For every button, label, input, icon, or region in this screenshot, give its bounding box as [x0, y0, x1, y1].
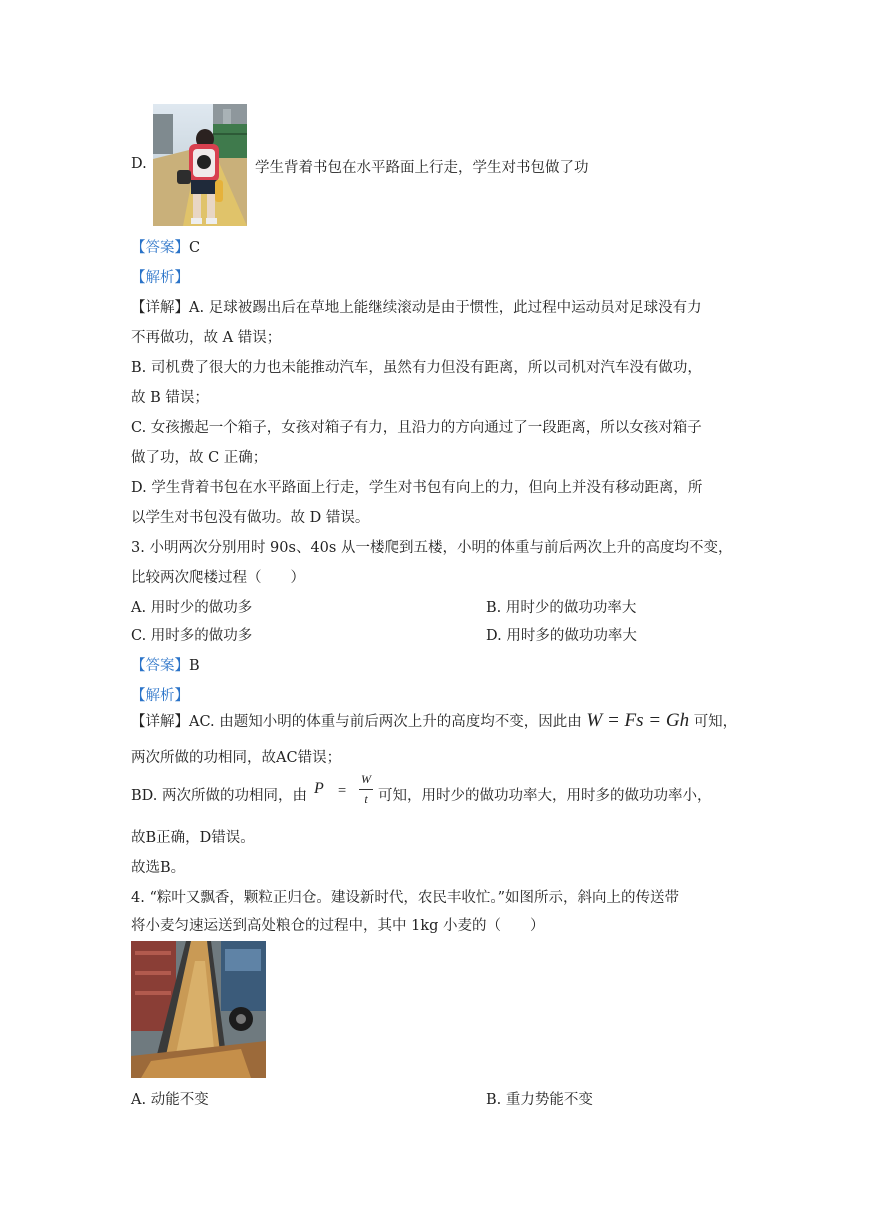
answer-value: C — [189, 240, 201, 256]
detail-line: C. 女孩搬起一个箱子，女孩对箱子有力，且沿力的方向通过了一段距离，所以女孩对箱子 — [131, 420, 702, 436]
wheat-conveyor-photo — [131, 941, 266, 1078]
answer-value: B — [189, 658, 200, 674]
detail-line: 【详解】A. 足球被踢出后在草地上能继续滚动是由于惯性，此过程中运动员对足球没有力 — [131, 300, 702, 316]
answer-label: 【答案】 — [131, 240, 189, 256]
detail-line: D. 学生背着书包在水平路面上行走，学生对书包有向上的力，但向上并没有移动距离，所 — [131, 480, 703, 496]
detail-line: B. 司机费了很大的力也未能推动汽车，虽然有力但没有距离，所以司机对汽车没有做功， — [131, 360, 702, 376]
q4-stem: 4. “粽叶又飘香，颗粒正归仓。建设新时代，农民丰收忙。”如图所示，斜向上的传送带 — [131, 890, 680, 906]
detail-text: BD. 两次所做的功相同，由 — [131, 788, 307, 804]
answer-line — [131, 236, 200, 257]
work-formula: W = Fs = Gh — [586, 710, 690, 731]
detail-line: 两次所做的功相同，故AC错误； — [131, 750, 342, 766]
detail-text: 可知， — [693, 714, 738, 730]
detail-line: 不再做功，故 A 错误； — [131, 330, 282, 346]
detail-line: 做了功，故 C 正确； — [131, 450, 268, 466]
analysis-label: 【解析】 — [131, 270, 189, 286]
option-d-text: 学生背着书包在水平路面上行走，学生对书包做了功 — [255, 160, 589, 176]
q3-option-d: D. 用时多的做功功率大 — [486, 628, 637, 644]
detail-line: 故B正确，D错误。 — [131, 830, 255, 846]
q3-option-b: B. 用时少的做功功率大 — [486, 600, 637, 616]
fraction-bar — [359, 789, 373, 790]
detail-text: 【详解】AC. 由题知小明的体重与前后两次上升的高度均不变，因此由 — [131, 714, 582, 730]
q4-option-b: B. 重力势能不变 — [486, 1092, 593, 1108]
q3-stem: 比较两次爬楼过程（ ） — [131, 570, 305, 586]
student-backpack-photo — [153, 104, 247, 226]
fraction-numerator: W — [361, 772, 371, 786]
answer-line — [131, 654, 200, 675]
q4-option-a: A. 动能不变 — [131, 1092, 209, 1108]
option-d-letter: D. — [131, 156, 147, 172]
answer-label: 【答案】 — [131, 658, 189, 674]
fraction-denominator: t — [364, 792, 368, 806]
equals-sign: = — [338, 783, 347, 799]
q3-option-c: C. 用时多的做功多 — [131, 628, 253, 644]
detail-line: 以学生对书包没有做功。故 D 错误。 — [131, 510, 370, 526]
detail-line: 故选B。 — [131, 860, 186, 876]
power-symbol: P — [314, 780, 324, 797]
analysis-label: 【解析】 — [131, 688, 189, 704]
detail-line: 故 B 错误； — [131, 390, 209, 406]
detail-text: 可知，用时少的做功功率大，用时多的做功功率小， — [378, 788, 712, 804]
q3-stem: 3. 小明两次分别用时 90s、40s 从一楼爬到五楼，小明的体重与前后两次上升的高度均不变， — [131, 540, 733, 556]
q4-stem: 将小麦匀速运送到高处粮仓的过程中，其中 1kg 小麦的（ ） — [131, 918, 545, 934]
detail-line — [131, 710, 737, 732]
q3-option-a: A. 用时少的做功多 — [131, 600, 253, 616]
